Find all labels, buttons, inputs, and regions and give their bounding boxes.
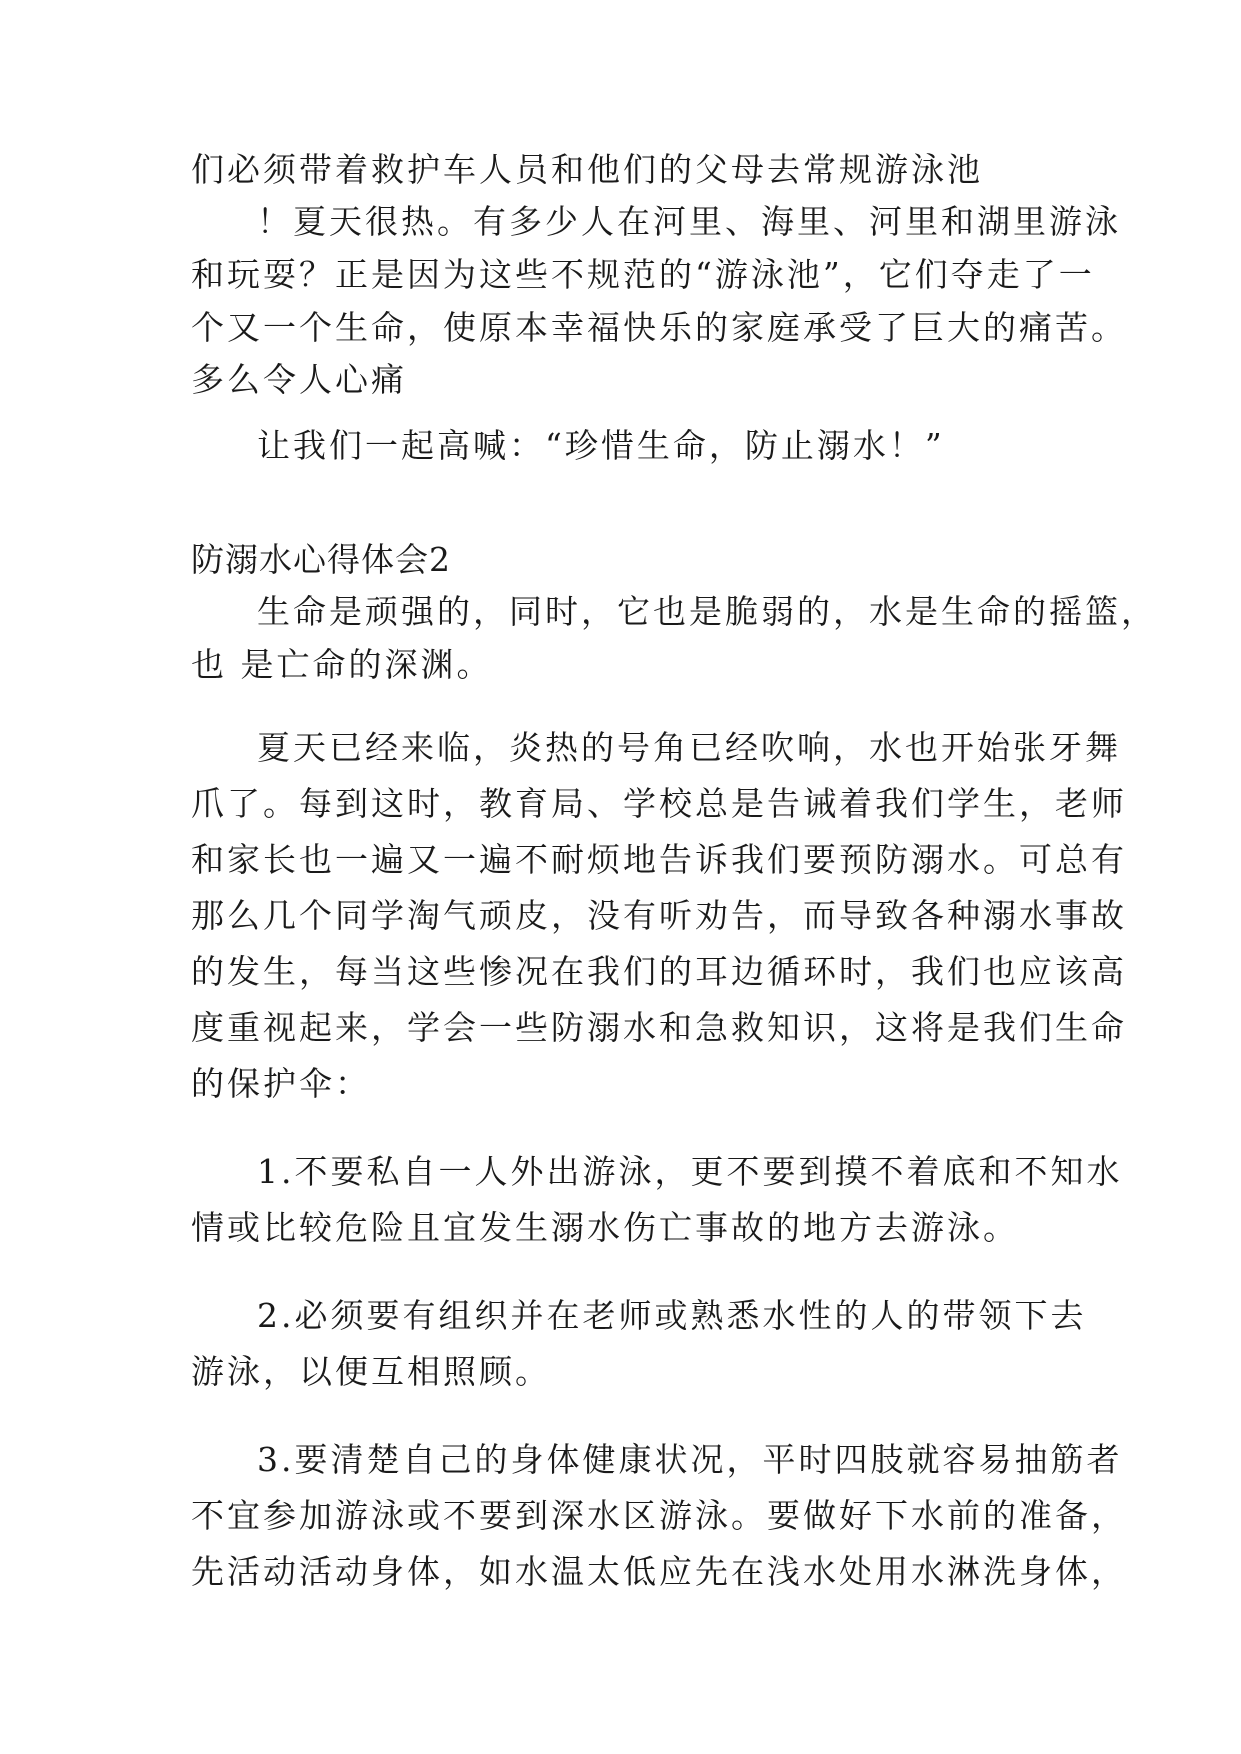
text-line: 们必须带着救护车人员和他们的父母去常规游泳池 bbox=[191, 150, 983, 189]
list-item-1: 1.不要私自一人外出游泳，更不要到摸不着底和不知水 bbox=[257, 1152, 1123, 1191]
text-line: 那么几个同学淘气顽皮，没有听劝告，而导致各种溺水事故 bbox=[191, 896, 1127, 935]
list-item-3: 3.要清楚自己的身体健康状况，平时四肢就容易抽筋者 bbox=[257, 1440, 1123, 1479]
text-line: 不宜参加游泳或不要到深水区游泳。要做好下水前的准备， bbox=[191, 1496, 1127, 1535]
text-line: ！夏天很热。有多少人在河里、海里、河里和湖里游泳 bbox=[257, 202, 1121, 241]
text-line: 和玩耍？正是因为这些不规范的“游泳池”，它们夺走了一 bbox=[191, 255, 1095, 294]
text-line: 情或比较危险且宜发生溺水伤亡事故的地方去游泳。 bbox=[191, 1208, 1019, 1247]
text-line: 多么令人心痛 bbox=[191, 360, 407, 399]
list-item-2: 2.必须要有组织并在老师或熟悉水性的人的带领下去 bbox=[257, 1296, 1087, 1335]
section-heading: 防溺水心得体会2 bbox=[191, 540, 451, 579]
text-line: 爪了。每到这时，教育局、学校总是告诫着我们学生，老师 bbox=[191, 784, 1127, 823]
text-line: 夏天已经来临，炎热的号角已经吹响，水也开始张牙舞 bbox=[257, 728, 1121, 767]
text-line: 生命是顽强的，同时，它也是脆弱的，水是生命的摇篮， bbox=[257, 592, 1157, 631]
text-line: 先活动活动身体，如水温太低应先在浅水处用水淋洗身体， bbox=[191, 1552, 1127, 1591]
text-line: 让我们一起高喊：“珍惜生命，防止溺水！” bbox=[257, 426, 945, 465]
text-line: 和家长也一遍又一遍不耐烦地告诉我们要预防溺水。可总有 bbox=[191, 840, 1127, 879]
text-line: 游泳，以便互相照顾。 bbox=[191, 1352, 551, 1391]
text-line: 度重视起来，学会一些防溺水和急救知识，这将是我们生命 bbox=[191, 1008, 1127, 1047]
text-line: 的保护伞： bbox=[191, 1064, 371, 1103]
text-line: 的发生，每当这些惨况在我们的耳边循环时，我们也应该高 bbox=[191, 952, 1127, 991]
text-line: 个又一个生命，使原本幸福快乐的家庭承受了巨大的痛苦。 bbox=[191, 308, 1127, 347]
text-line: 也 是亡命的深渊。 bbox=[191, 645, 493, 684]
